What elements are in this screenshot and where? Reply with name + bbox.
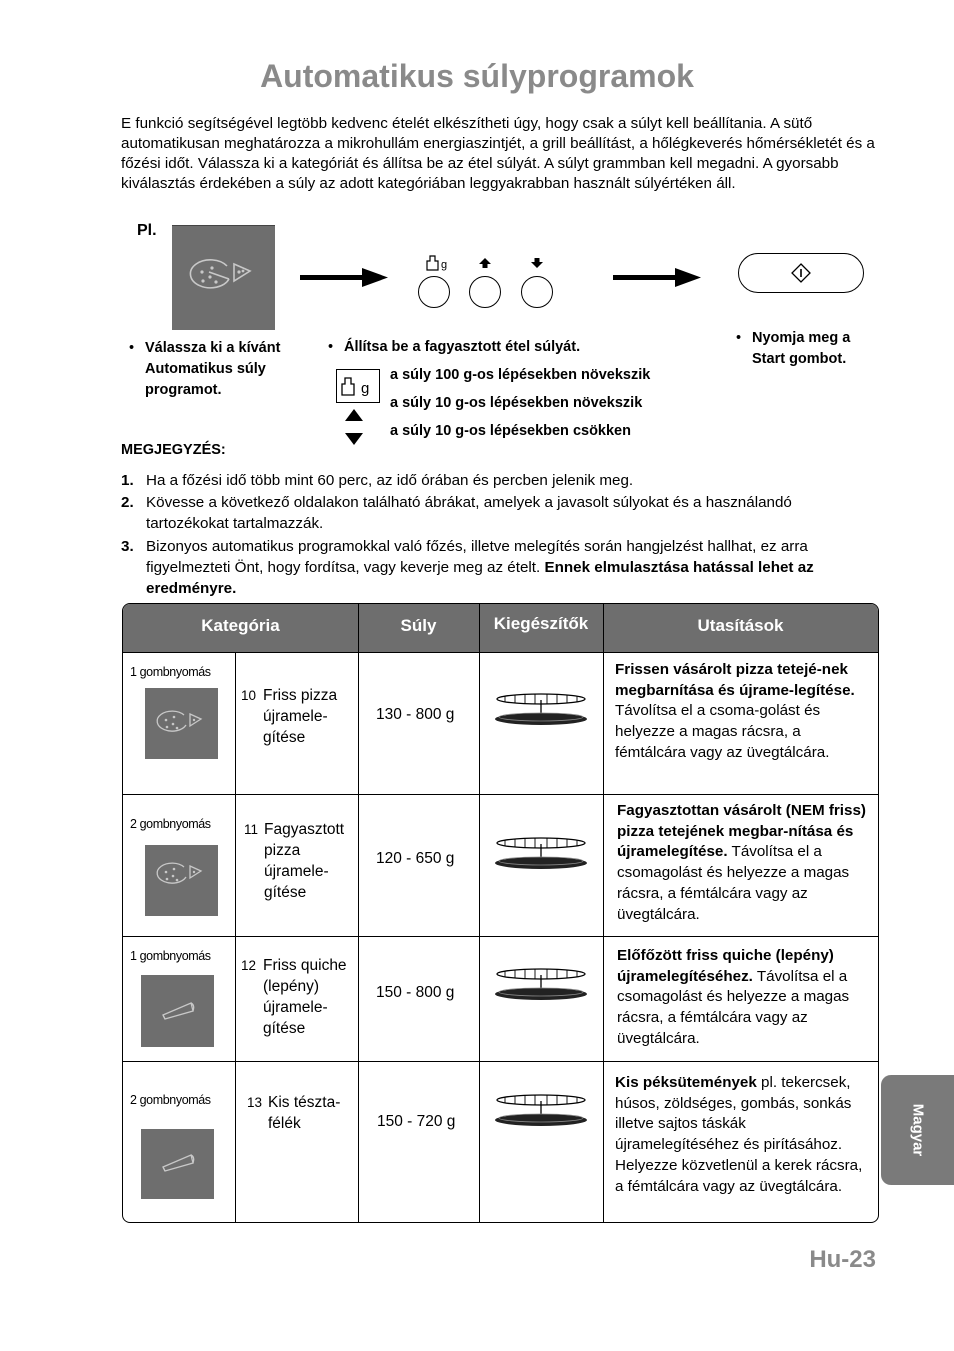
- up-button[interactable]: [469, 276, 501, 308]
- press-count: 2 gombnyomás: [130, 1093, 211, 1107]
- pie-slice-icon: [141, 975, 214, 1047]
- program-name: 13 Kis tészta-félék: [247, 1094, 341, 1132]
- program-weight: 130 - 800 g: [376, 706, 455, 723]
- press-count: 2 gombnyomás: [130, 817, 211, 831]
- program-name: 11 Fagyasztott pizza újramele-gítése: [244, 821, 345, 901]
- auto-weight-program-pad[interactable]: [172, 225, 275, 330]
- program-weight: 150 - 800 g: [376, 984, 455, 1001]
- page-title: Automatikus súlyprogramok: [260, 58, 694, 94]
- pizza-icon: [145, 688, 218, 759]
- header-weight: Súly: [400, 616, 437, 635]
- wire-rack-icon: [491, 690, 591, 730]
- down-arrow-icon: [345, 433, 363, 445]
- language-tab: Magyar: [881, 1075, 954, 1185]
- header-accessories: Kiegészítők: [493, 614, 589, 633]
- example-label: Pl.: [137, 222, 157, 239]
- program-icon-tile: [145, 845, 218, 916]
- start-icon: [791, 263, 811, 283]
- header-instructions: Utasítások: [697, 616, 784, 635]
- step1-text: • Válassza ki a kívánt Automatikus súly programot.: [129, 340, 281, 398]
- weight-icon: [425, 252, 449, 272]
- note-3: 3. Bizonyos automatikus programokkal való főzés, illetve melegítés során hangjelzést hallhat, ez arra figyelmezteti Önt, hogy fordítsa, vagy keverje meg az ételt. Ennek elmulasztása hatással lehet az eredményre.: [121, 538, 814, 597]
- note-1: 1. Ha a főzési idő több mint 60 perc, az idő órában és percben jelenik meg.: [121, 472, 634, 489]
- weight-icon: [337, 370, 379, 402]
- wire-rack-icon: [491, 965, 591, 1005]
- weight-button[interactable]: [418, 276, 450, 308]
- program-icon-tile: [145, 688, 218, 759]
- program-weight: 150 - 720 g: [377, 1113, 456, 1130]
- pizza-icon: [145, 845, 218, 916]
- step2-item-up: a súly 10 g-os lépésekben növekszik: [390, 395, 643, 411]
- arrow-right-icon: [300, 266, 388, 290]
- press-count: 1 gombnyomás: [130, 949, 211, 963]
- note-2: 2. Kövesse a következő oldalakon található ábrákat, amelyek a javasolt súlyokat és a használandó tartozékokat tartalmazzák.: [121, 494, 792, 532]
- programs-table: [122, 603, 879, 1223]
- notes-heading: MEGJEGYZÉS:: [121, 442, 226, 458]
- intro-paragraph: E funkció segítségével legtöbb kedvenc ételét elkészítheti úgy, hogy csak a súlyt kell beállítania. A sütő automatikusan meghatározza a mikrohullám energiaszintjét, a grill beállítást, a hőlégkeverés hőmérsékletét és a főzési időt. Válassza ki a kategóriát és állítsa be az étel súlyát. A súlyt grammban kell megadni. A gyorsabb kiválasztás érdekében a súly az adott kategóriában leggyakrabban használt súlyértéken áll.: [121, 115, 875, 192]
- step2-item-weight: a súly 100 g-os lépésekben növekszik: [390, 367, 651, 383]
- program-instructions: Frissen vásárolt pizza tetejé-nek megbarnítása és újrame-legítése. Távolítsa el a csoma-golást és helyezze a magas rácsra, a fémtálcára vagy az üvegtálcára.: [615, 661, 855, 761]
- wire-rack-icon: [491, 834, 591, 874]
- header-category: Kategória: [201, 616, 280, 635]
- program-name: 10 Friss pizza újramele-gítése: [241, 687, 338, 746]
- start-button[interactable]: [738, 253, 864, 293]
- down-arrow-icon: [530, 257, 544, 269]
- program-weight: 120 - 650 g: [376, 850, 455, 867]
- pizza-icon: [172, 226, 275, 330]
- arrow-right-icon: [613, 266, 701, 290]
- step2-item-down: a súly 10 g-os lépésekben csökken: [390, 423, 631, 439]
- program-icon-tile: [141, 975, 214, 1047]
- pie-slice-icon: [141, 1129, 214, 1199]
- program-name: 12 Friss quiche (lepény) újramele-gítése: [241, 957, 347, 1037]
- program-icon-tile: [141, 1129, 214, 1199]
- program-instructions: Előfőzött friss quiche (lepény) újramelegítéséhez. Távolítsa el a csomagolást és helyezze a magas rácsra, a fémtálcára vagy az üvegtálcára.: [617, 947, 850, 1047]
- program-instructions: Fagyasztottan vásárolt (NEM friss) pizza tetejének megbar-nítása és újramelegítése. Távolítsa el a csomagolást és helyezze a magas rácsra, a fémtálcára vagy az üvegtálcára.: [617, 802, 866, 923]
- up-arrow-icon: [345, 409, 363, 421]
- page-number: Hu-23: [809, 1246, 876, 1273]
- step3-text: • Nyomja meg a Start gombot.: [736, 330, 851, 367]
- svg-text:g: g: [361, 380, 370, 397]
- step2-text: • Állítsa be a fagyasztott étel súlyát.: [328, 339, 581, 355]
- weight-key: [336, 369, 380, 403]
- svg-text:g: g: [441, 259, 448, 271]
- program-instructions: Kis péksütemények pl. tekercsek, húsos, zöldséges, gombás, sonkás illetve sajtos táskák újramelegítéséhez és pirításához. Helyezze közvetlenül a kerek rácsra, a fémtálcára vagy az üvegtálcára.: [615, 1074, 863, 1195]
- press-count: 1 gombnyomás: [130, 665, 211, 679]
- wire-rack-icon: [491, 1091, 591, 1131]
- up-arrow-icon: [478, 257, 492, 269]
- down-button[interactable]: [521, 276, 553, 308]
- table-header: [123, 604, 878, 653]
